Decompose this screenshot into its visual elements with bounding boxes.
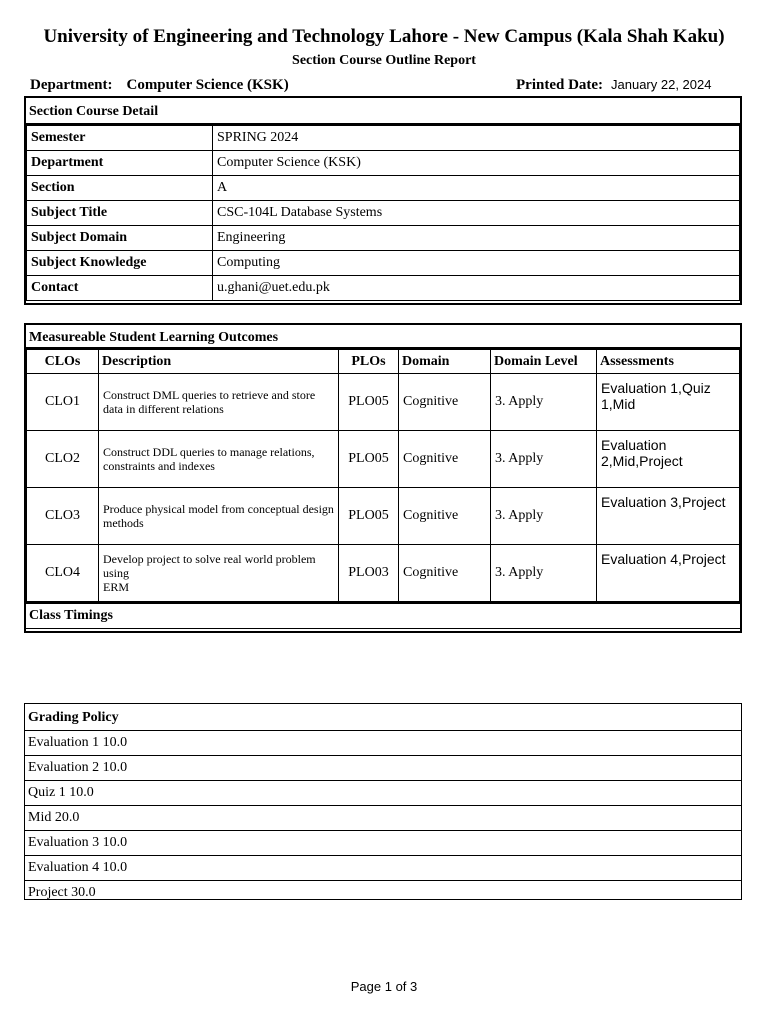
grading-policy (24, 703, 742, 900)
clo-id: CLO3 (27, 488, 99, 545)
detail-value: SPRING 2024 (213, 126, 740, 151)
clo-domain: Cognitive (399, 431, 491, 488)
learning-outcomes-table (26, 349, 740, 602)
clo-domain: Cognitive (399, 488, 491, 545)
detail-value: Computer Science (KSK) (213, 151, 740, 176)
detail-row (27, 176, 740, 201)
column-header: PLOs (339, 350, 399, 374)
clo-assessments: Evaluation 4,Project (597, 545, 740, 602)
clo-assessments: Evaluation 3,Project (597, 488, 740, 545)
grading-item: Quiz 1 10.0 (25, 781, 741, 806)
detail-label: Subject Knowledge (27, 251, 213, 276)
learning-outcomes-title: Measureable Student Learning Outcomes (26, 325, 740, 349)
grading-item: Mid 20.0 (25, 806, 741, 831)
clo-description: Produce physical model from conceptual design methods (99, 488, 339, 545)
clo-domain: Cognitive (399, 545, 491, 602)
grading-item: Project 30.0 (28, 885, 96, 900)
clo-id: CLO4 (27, 545, 99, 602)
detail-value: u.ghani@uet.edu.pk (213, 276, 740, 301)
clo-domain: Cognitive (399, 374, 491, 431)
detail-label: Subject Title (27, 201, 213, 226)
column-header: CLOs (27, 350, 99, 374)
clo-assessments: Evaluation 1,Quiz 1,Mid (597, 374, 740, 431)
clo-assessments: Evaluation 2,Mid,Project (597, 431, 740, 488)
detail-label: Subject Domain (27, 226, 213, 251)
department-label: Department: (30, 77, 113, 93)
clo-domain-level: 3. Apply (491, 431, 597, 488)
clo-plo: PLO03 (339, 545, 399, 602)
clo-header-row (27, 350, 740, 374)
clo-description: Construct DDL queries to manage relations, constraints and indexes (99, 431, 339, 488)
university-name: University of Engineering and Technology Lahore - New Campus (Kala Shah Kaku) (43, 26, 725, 47)
detail-value: A (213, 176, 740, 201)
grading-item: Evaluation 3 10.0 (25, 831, 741, 856)
class-timings-title: Class Timings (26, 602, 740, 629)
section-detail-table (26, 125, 740, 301)
detail-row (27, 226, 740, 251)
page-number: Page 1 of 3 (350, 979, 418, 994)
detail-row (27, 276, 740, 301)
column-header: Domain Level (491, 350, 597, 374)
clo-plo: PLO05 (339, 488, 399, 545)
detail-value: Engineering (213, 226, 740, 251)
printed-date-label: Printed Date: (516, 77, 604, 93)
detail-row (27, 251, 740, 276)
clo-plo: PLO05 (339, 374, 399, 431)
detail-label: Section (27, 176, 213, 201)
detail-row (27, 151, 740, 176)
column-header: Domain (399, 350, 491, 374)
detail-label: Semester (27, 126, 213, 151)
clo-domain-level: 3. Apply (491, 374, 597, 431)
clo-description: Develop project to solve real world problem using ERM (99, 545, 339, 602)
section-detail-title: Section Course Detail (26, 98, 740, 125)
class-timings-value (26, 629, 740, 653)
clo-domain-level: 3. Apply (491, 545, 597, 602)
department-value: Computer Science (KSK) (126, 77, 289, 93)
clo-plo: PLO05 (339, 431, 399, 488)
report-title: Section Course Outline Report (292, 53, 476, 68)
detail-label: Department (27, 151, 213, 176)
department-line (30, 77, 289, 94)
clo-row (27, 374, 740, 431)
clo-row (27, 488, 740, 545)
detail-row (27, 201, 740, 226)
clo-description: Construct DML queries to retrieve and store data in different relations (99, 374, 339, 431)
clo-id: CLO2 (27, 431, 99, 488)
detail-value: CSC-104L Database Systems (213, 201, 740, 226)
column-header: Assessments (597, 350, 740, 374)
grading-item: Evaluation 2 10.0 (25, 756, 741, 781)
printed-date-value: January 22, 2024 (611, 77, 712, 92)
detail-row (27, 126, 740, 151)
grading-item: Evaluation 4 10.0 (25, 856, 741, 881)
detail-label: Contact (27, 276, 213, 301)
detail-value: Computing (213, 251, 740, 276)
learning-outcomes-section (24, 323, 742, 633)
column-header: Description (99, 350, 339, 374)
clo-id: CLO1 (27, 374, 99, 431)
grading-item: Evaluation 1 10.0 (25, 731, 741, 756)
clo-row (27, 545, 740, 602)
clo-domain-level: 3. Apply (491, 488, 597, 545)
clo-row (27, 431, 740, 488)
grading-policy-title: Grading Policy (25, 704, 741, 731)
section-course-detail (24, 96, 742, 305)
